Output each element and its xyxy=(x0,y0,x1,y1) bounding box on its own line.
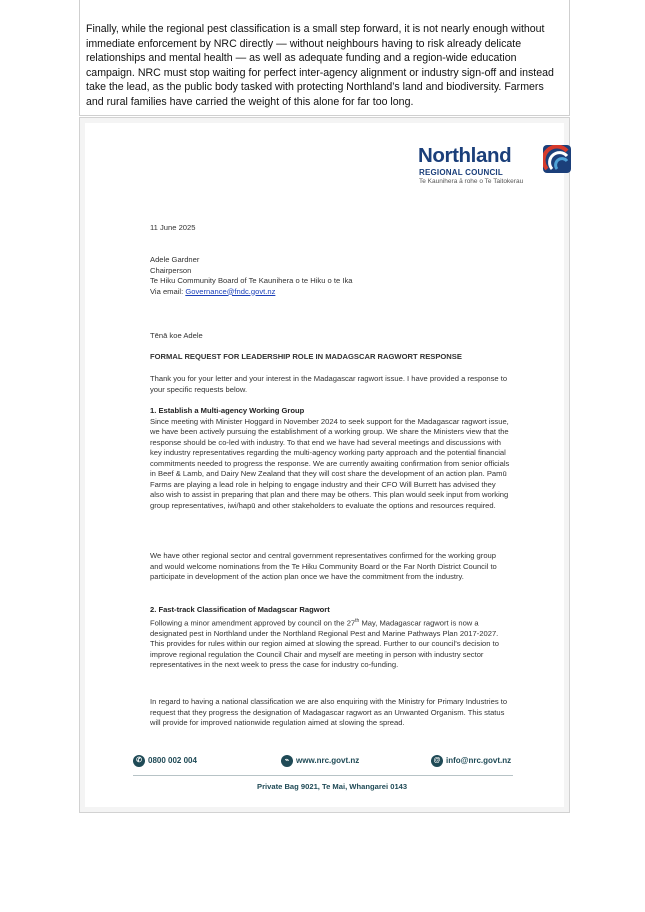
section-2-text-start: Following a minor amendment approved by council on the 27 xyxy=(150,618,356,628)
section-2-paragraph-1 xyxy=(150,616,510,671)
logo-tagline: Te Kaunihera ā rohe o Te Taitokerau xyxy=(419,178,524,185)
letter-date: 11 June 2025 xyxy=(150,223,196,232)
section-1-paragraph-2: We have other regional sector and central government representatives confirmed for the working group and would welcome nominations from the Te Hiku Community Board or the Far North District Council to participate in development of the action plan once we have the commitment from the industry. xyxy=(150,551,497,581)
footer-phone-text: 0800 002 004 xyxy=(148,756,197,766)
intro-paragraph: Finally, while the regional pest classification is a small step forward, it is not nearly enough without immediate enforcement by NRC directly — without neighbours having to risk already delicate relationships and mental health — as well as adequate funding and a region-wide education campaign. NRC must stop waiting for perfect inter-agency alignment or industry sign-off and instead take the lead, as the public body tasked with protecting Northland’s land and biodiversity. Farmers and rural families have carried the weight of this alone for far too long. xyxy=(79,0,570,116)
footer-email xyxy=(431,755,511,767)
intro-response-paragraph: Thank you for your letter and your interest in the Madagascar ragwort issue. I have provided a response to your specific requests below. xyxy=(150,374,508,394)
footer-phone xyxy=(133,755,197,767)
recipient-block xyxy=(150,255,510,297)
nrc-logo xyxy=(418,144,568,188)
section-1-paragraph-1: Since meeting with Minister Hoggard in November 2024 to seek support for the Madagascar ragwort issue, we have been actively pursuing the establishment of a working group. We share the Ministers view that the response should be co-led with industry. To that end we have had several meetings and discussions with key industry representatives regarding the multi-agency working party approach and the potential financial commitments needed to progress the response. We are currently awaiting confirmation from senior officials in Beef & Lamb, and Dairy New Zealand that they will cost share the development of an action plan. Pamū Farms are playing a lead role in helping to engage industry and their CFO Will Burrett has advised they also wish to assist in preparing that plan and there may be others. This plan would seek input from working group representatives, iwi/hapū and other stakeholders to evaluate the options and resources required. xyxy=(150,416,510,510)
nrc-logo-mark-icon xyxy=(543,145,571,173)
section-2 xyxy=(150,605,510,671)
footer-website-text: www.nrc.govt.nz xyxy=(296,756,360,766)
email-label: Via email: xyxy=(150,286,184,296)
logo-subtitle: REGIONAL COUNCIL xyxy=(419,168,503,177)
letter-subject: FORMAL REQUEST FOR LEADERSHIP ROLE IN MADAGSCAR RAGWORT RESPONSE xyxy=(150,352,462,361)
recipient-email-link[interactable]: Governance@fndc.govt.nz xyxy=(185,286,276,296)
section-2-heading: 2. Fast-track Classification of Madagscar Ragwort xyxy=(150,605,330,614)
recipient-organisation: Te Hiku Community Board of Te Kaunihera o te Hiku o te Ika xyxy=(150,276,353,285)
section-1 xyxy=(150,406,510,511)
footer-website xyxy=(281,755,359,767)
logo-name: Northland xyxy=(418,144,512,167)
section-2-paragraph-2: In regard to having a national classification we are also enquiring with the Ministry for Primary Industries to request that they progress the designation of Madagascar ragwort as an Unwanted Organism. This status will provide for improved nationwide regulation aimed at slowing the spread. xyxy=(150,697,508,727)
recipient-name: Adele Gardner xyxy=(150,255,200,264)
section-1-heading: 1. Establish a Multi-agency Working Group xyxy=(150,406,305,415)
recipient-email-line xyxy=(150,287,510,298)
web-icon: ⌁ xyxy=(281,755,293,767)
ordinal-suffix: th xyxy=(355,617,360,624)
greeting: Tēnā koe Adele xyxy=(150,331,203,340)
footer-email-text: info@nrc.govt.nz xyxy=(446,756,512,766)
section-2-text-rest: May, Madagascar ragwort is now a designated pest in Northland under the Northland Regional Pest and Marine Pathways Plan 2017-2027. This provides for rules within our region aimed at slowing the spread. Further to our council’s decision to improve regional regulation the Council Chair and myself are meeting in person with industry sector representatives in the next week to press the case for industry co-funding. xyxy=(150,618,499,670)
footer-address: Private Bag 9021, Te Mai, Whangarei 0143 xyxy=(257,782,408,791)
recipient-role: Chairperson xyxy=(150,265,192,275)
footer-divider xyxy=(133,775,513,776)
email-icon: @ xyxy=(431,755,443,767)
letter-image xyxy=(85,123,564,807)
letter-footer xyxy=(133,755,513,795)
phone-icon: ✆ xyxy=(133,755,145,767)
